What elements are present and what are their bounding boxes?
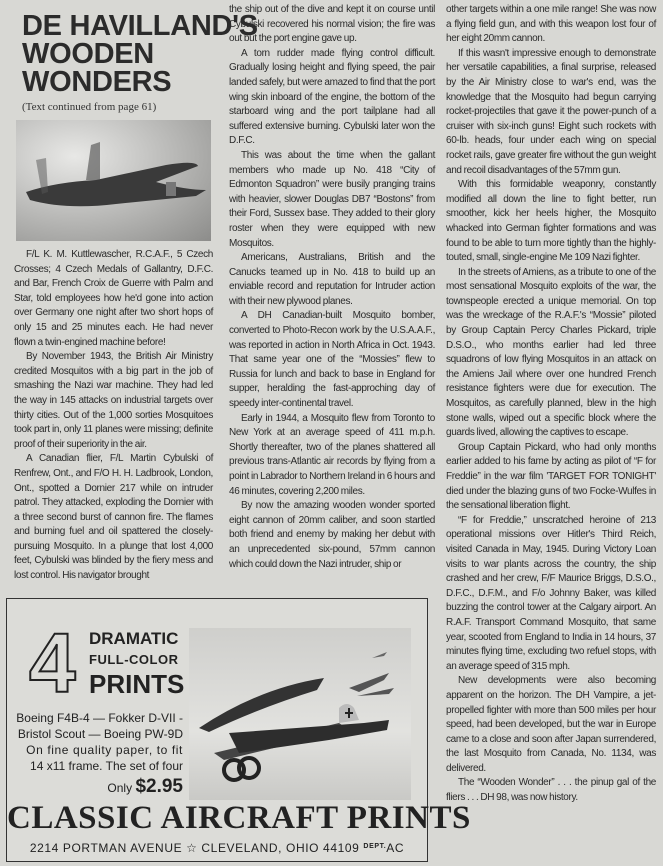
- price-prefix: Only: [107, 781, 133, 795]
- dept-label: DEPT.: [363, 843, 387, 850]
- paragraph: In the streets of Amiens, as a tribute to one of the most sensational Mosquito exploits of the war, the townspeople erected a unique memorial. On top was the wreckage of the R.A.F.'s “Mossie” piloted by Group Captain Percy Charles Pickard, triple D.S.O., who months earlier had led three squadrons of low flying Mosquitos in an attack on the Amiens Jail where over one hundred French resistance fighters were due for execution. The Mosquitos, as carefully planned, blew in the high stone walls, wiped out a specific block where the guards lived, allowing the captives to escape.: [446, 266, 656, 439]
- ad-headline: FULL-COLOR: [89, 652, 179, 667]
- paragraph: A torn rudder made flying control difficult. Gradually losing height and flying speed, the pair landed safely, but were amazed to find that the port wing skin inboard of the engine, the bottom of the starboard wing and the port tailplane had all suffered extensive burning. Cybulski later won the D.F.C.: [229, 47, 435, 147]
- price: $2.95: [135, 776, 183, 797]
- ad-text-line: Boeing F4B-4 — Fokker D-VII -: [16, 711, 183, 725]
- classic-aircraft-prints-ad: [6, 598, 471, 862]
- article-title: [22, 12, 258, 96]
- mosquito-aircraft-image: [16, 120, 211, 241]
- title-line: WONDERS: [22, 66, 172, 98]
- paragraph: This was about the time when the gallant members who made up No. 418 “City of Edmonton Squadron” were busily pranging trains with heavier, slower Douglas DB7 “Bostons” from their Ford, Sussex base. They added to their glory roster when they were equipped with new Mosquitos.: [229, 149, 435, 249]
- ad-text-line: Bristol Scout — Boeing PW-9D: [17, 727, 183, 741]
- title-line: DE HAVILLAND'S: [22, 10, 258, 42]
- paragraph: New developments were also becoming apparent on the horizon. The DH Vampire, a jet-propelled fighter with more than 500 miles per hour speed, had been developed, but the war in Europe came to a close and soon after Japan surrendered, the last Mosquito from Canada, No. 1134, was delivered.: [446, 675, 656, 774]
- paragraph: the ship out of the dive and kept it on course until Cybulski recovered his normal vision; the fire was out but the port engine gave up.: [229, 4, 435, 45]
- paragraph: F/L K. M. Kuttlewascher, R.C.A.F., 5 Czech Crosses; 4 Czech Medals of Gallantry, D.F.C. and Bar, French Croix de Guerre with Palm and Star, told employees how he'd gone into action over Germany one night after two short hops of only 15 and 25 minutes each. He had never flown a twin-engined machine before!: [14, 249, 213, 348]
- ad-address: [7, 840, 427, 855]
- ad-text-line: 14 x11 frame. The set of four: [30, 759, 183, 773]
- paragraph: “F for Freddie,” unscratched heroine of 213 operational missions over Hitler's Third Reich, visited Canada in May, 1945. During Victory Loan visits to war plants across the country, the ship crashed and her crew, F/F Maurice Briggs, D.S.O., D.F.C., D.F.M., and F/o Johnny Baker, was killed buzzing the control tower at the Calgary airport. An R.A.F. Transport Command Mosquito, that same year, scooted from England to India in 14 hours, 37 minutes flying time, excluding two refuel stops, with an average speed of 315 mph.: [446, 514, 656, 672]
- paragraph: Group Captain Pickard, who had only months earlier added to his fame by acting as pilot of “F for Freddie” in the war film 'TARGET FOR TONIGHT' died under the blazing guns of two Focke-Wulfes in the sensational liberation flight.: [446, 441, 656, 512]
- ad-text-line: On fine quality paper, to fit: [26, 743, 183, 757]
- address-text: 2214 PORTMAN AVENUE ☆ CLEVELAND, OHIO 44109: [29, 841, 360, 855]
- ad-brand-name: CLASSIC AIRCRAFT PRINTS: [7, 800, 471, 836]
- mosquito-photo: [16, 120, 211, 241]
- paragraph: The “Wooden Wonder” . . . the pinup gal of the fliers . . . DH 98, was now history.: [446, 777, 656, 804]
- ad-headline: DRAMATIC: [89, 629, 179, 648]
- paragraph: Americans, Australians, British and the Canucks teamed up in No. 418 to build up an enviable record and reputation for Intruder action with their new plywood planes.: [229, 252, 435, 307]
- ad-price-line: [107, 776, 183, 799]
- article-column-right: [446, 3, 656, 806]
- dept-code: AC: [386, 841, 405, 855]
- biplane-image: [189, 628, 411, 800]
- fokker-biplane-illustration: [189, 628, 411, 800]
- paragraph: If this wasn't impressive enough to demonstrate her versatile capabilities, a final surprise, released by the Air Ministry close to war's end, was the knowledge that the Mosquito had begun carrying rocket-projectiles that gave it the power-punch of a cruiser with six-inch guns! Eight such rockets with 60-lb. heads, four under each wing on special rocket rails, gave greater fire without the gun weight and recoil disadvantages of the 57mm gun.: [446, 47, 656, 176]
- paragraph: With this formidable weaponry, constantly modified all down the line to fight better, run smoother, kick her heels higher, the Mosquito whacked into German fighter formations and was found to be able to turn more tightly than the highly-touted, small, single-engine Me 109 Nazi fighter.: [446, 179, 656, 264]
- paragraph: Early in 1944, a Mosquito flew from Toronto to New York at an average speed of 411 m.p.h. Shortly thereafter, two of the planes shattered all previous trans-Atlantic air records by flying from a point in Labrador to Northern Ireland in 6 hours and 46 minutes, covering 2,200 miles.: [229, 412, 435, 497]
- paragraph: A Canadian flier, F/L Martin Cybulski of Renfrew, Ont., and F/O H. H. Ladbrook, London, Ont., spotted a Dornier 217 while on intruder patrol. They attacked, exploding the Dornier with a three second burst of cannon fire. The flames and burning fuel and oil spattered the closely-pursuing Mosquito. In a plunge that lost 4,000 feet, Cybulski was blinded by the fiery mess and lost control. His navigator brought: [14, 453, 213, 582]
- title-line: WOODEN: [22, 38, 154, 70]
- paragraph: other targets within a one mile range! She was now a flying field gun, and with this weapon lost four of her eight 20mm cannon.: [446, 4, 656, 45]
- article-column-middle: [229, 3, 435, 572]
- article-column-left: [14, 248, 213, 584]
- paragraph: By now the amazing wooden wonder sported eight cannon of 20mm caliber, and soon startled both friend and enemy by making her debut with an unprecedented six-pound, 57mm cannon which could down the Nazi intruder, ship or: [229, 500, 435, 570]
- ad-headline: PRINTS: [89, 669, 185, 699]
- paragraph: A DH Canadian-built Mosquito bomber, converted to Photo-Recon work by the U.S.A.A.F., was reported in action in North Africa in Oct. 1943. That same year one of the “Mossies” flew to Russia for lunch and back to base in England for supper, heralding the fast-approching day of speedy inter-continental travel.: [229, 310, 435, 410]
- ad-big-number: 4: [29, 616, 76, 710]
- continued-note: (Text continued from page 61): [22, 101, 157, 113]
- paragraph: By November 1943, the British Air Ministry credited Mosquitos with a big part in the job of smashing the Nazi war machine. They had led the way in 145 attacks on industrial targets over thirty cities. Out of the 1,000 sorties Mosquitoes took part in, only 11 planes were missing; definite proof of their superiority in the air.: [14, 351, 213, 450]
